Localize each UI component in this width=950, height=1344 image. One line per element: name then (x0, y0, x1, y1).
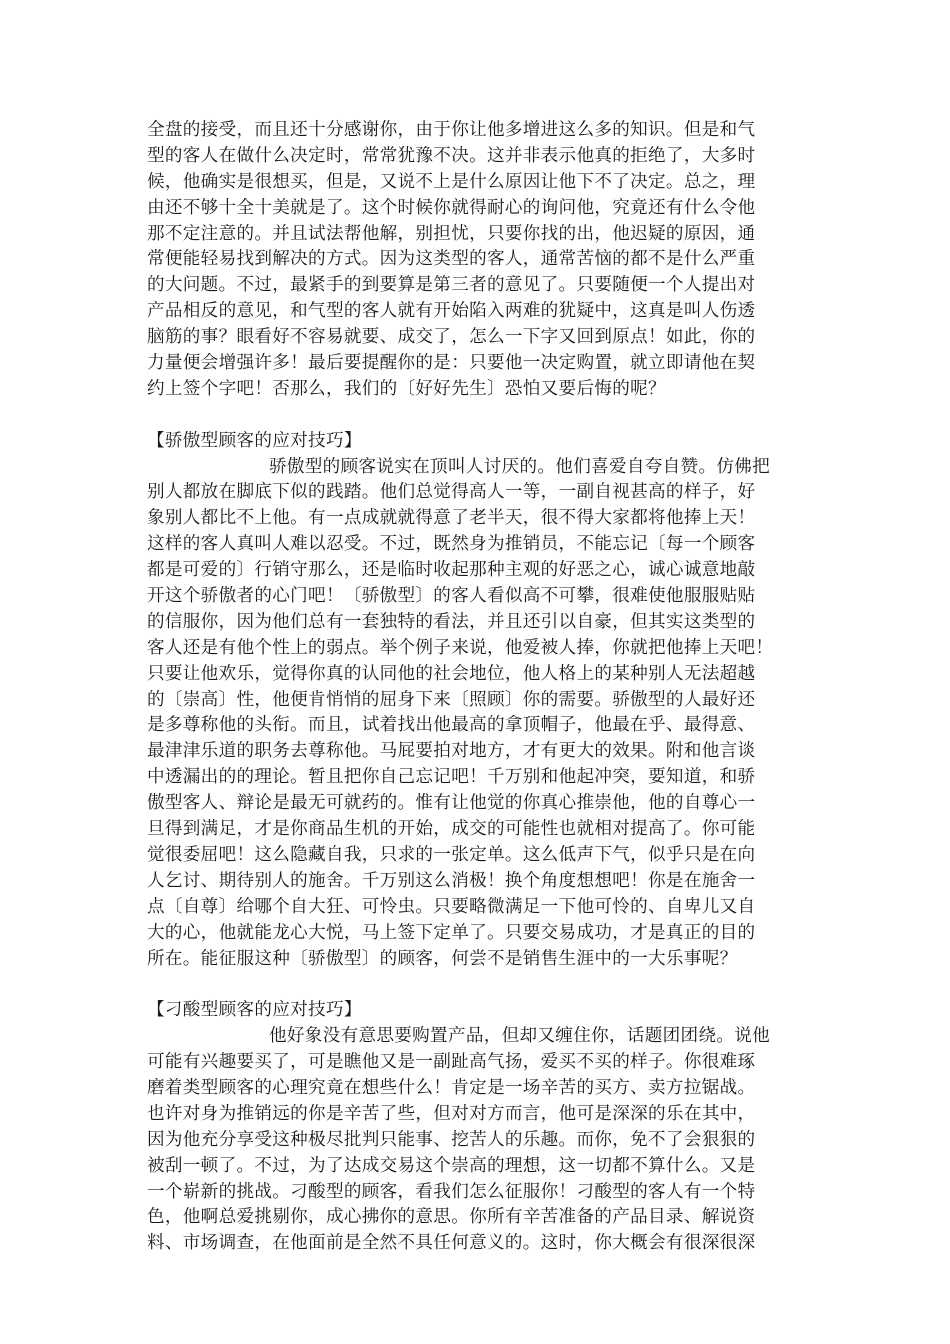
section-heading: 【骄傲型顾客的应对技巧】 (147, 430, 362, 451)
paragraph-line: 只要让他欢乐，觉得你真的认同他的社会地位，他人格上的某种别人无法超越 (147, 663, 756, 684)
paragraph-line: 人乞讨、期待别人的施舍。千万别这么消极！换个角度想想吧！你是在施舍一 (147, 870, 756, 891)
picky-customer-section (147, 998, 804, 1257)
paragraph-line: 一个崭新的挑战。刁酸型的顾客，看我们怎么征服你！刁酸型的客人有一个特 (147, 1181, 756, 1202)
paragraph-line: 都是可爱的〕行销守那么，还是临时收起那种主观的好恶之心，诚心诚意地敲 (147, 560, 756, 581)
paragraph-line: 旦得到满足，才是你商品生机的开始，成交的可能性也就相对提高了。你可能 (147, 819, 756, 840)
paragraph-line: 这样的客人真叫人难以忍受。不过，既然身为推销员，不能忘记〔每一个顾客 (147, 534, 756, 555)
paragraph-line: 最津津乐道的职务去尊称他。马屁要拍对地方，才有更大的效果。附和他言谈 (147, 741, 756, 762)
paragraph-line: 常便能轻易找到解决的方式。因为这类型的客人，通常苦恼的都不是什么严重 (147, 249, 756, 270)
paragraph-line: 中透漏出的的理论。暂且把你自己忘记吧！千万别和他起冲突，要知道，和骄 (147, 767, 756, 788)
paragraph-line: 觉很委屈吧！这么隐藏自我，只求的一张定单。这么低声下气，似乎只是在向 (147, 844, 756, 865)
paragraph-spacer (147, 403, 804, 429)
paragraph-first-line: 骄傲型的顾客说实在顶叫人讨厌的。他们喜爱自夸自赞。仿佛把 (269, 456, 771, 477)
paragraph-line: 傲型客人、辩论是最无可就药的。惟有让他觉的你真心推崇他，他的自尊心一 (147, 793, 756, 814)
paragraph-first-line: 他好象没有意思要购置产品，但却又缠住你，话题团团绕。说他 (269, 1026, 771, 1047)
paragraph-line: 客人还是有他个性上的弱点。举个例子来说，他爱被人捧，你就把他捧上天吧！ (147, 637, 774, 658)
paragraph-line: 开这个骄傲者的心门吧！〔骄傲型〕的客人看似高不可攀，很难使他服服贴贴 (147, 586, 756, 607)
paragraph-line: 被刮一顿了。不过，为了达成交易这个崇高的理想，这一切都不算什么。又是 (147, 1155, 756, 1176)
paragraph-line: 脑筋的事？眼看好不容易就要、成交了，怎么一下字又回到原点！如此，你的 (147, 327, 756, 348)
paragraph-line: 约上签个字吧！否那么，我们的〔好好先生〕恐怕又要后悔的呢？ (147, 378, 666, 399)
paragraph-line: 候，他确实是很想买，但是，又说不上是什么原因让他下不了决定。总之，理 (147, 171, 756, 192)
paragraph-line: 因为他充分享受这种极尽批判只能事、挖苦人的乐趣。而你，免不了会狠狠的 (147, 1129, 756, 1150)
paragraph-line: 磨着类型顾客的心理究竟在想些什么！肯定是一场辛苦的买方、卖方拉锯战。 (147, 1077, 756, 1098)
paragraph-line: 是多尊称他的头衔。而且，试着找出他最高的拿顶帽子，他最在乎、最得意、 (147, 715, 756, 736)
paragraph-line: 点〔自尊〕给哪个自大狂、可怜虫。只要略微满足一下他可怜的、自卑儿又自 (147, 896, 756, 917)
paragraph-line: 由还不够十全十美就是了。这个时候你就得耐心的询问他，究竟还有什么令他 (147, 197, 756, 218)
document-page (147, 118, 804, 1257)
paragraph-line: 大的心，他就能龙心大悦，马上签下定单了。只要交易成功，才是真正的目的 (147, 922, 756, 943)
intro-paragraph (147, 118, 804, 403)
paragraph-line: 所在。能征服这种〔骄傲型〕的顾客，何尝不是销售生涯中的一大乐事呢？ (147, 948, 738, 969)
paragraph-line: 产品相反的意见，和气型的客人就有开始陷入两难的犹疑中，这真是叫人伤透 (147, 301, 756, 322)
paragraph-line: 象别人都比不上他。有一点成就就得意了老半天，很不得大家都将他捧上天！ (147, 508, 756, 529)
paragraph-line: 色，他啊总爱挑剔你，成心拂你的意思。你所有辛苦准备的产品目录、解说资 (147, 1207, 756, 1228)
paragraph-line: 也许对身为推销远的你是辛苦了些，但对对方而言，他可是深深的乐在其中， (147, 1103, 756, 1124)
paragraph-line: 那不定注意的。并且试法帮他解，别担忧，只要你找的出，他迟疑的原因，通 (147, 223, 756, 244)
section-heading: 【刁酸型顾客的应对技巧】 (147, 1000, 362, 1021)
paragraph-spacer (147, 972, 804, 998)
paragraph-line: 型的客人在做什么决定时，常常犹豫不决。这并非表示他真的拒绝了，大多时 (147, 145, 756, 166)
paragraph-line: 的大问题。不过，最紧手的到要算是第三者的意见了。只要随便一个人提出对 (147, 275, 756, 296)
paragraph-line: 的〔崇高〕性，他便肯悄悄的屈身下来〔照顾〕你的需要。骄傲型的人最好还 (147, 689, 756, 710)
proud-customer-section (147, 429, 804, 973)
paragraph-line: 别人都放在脚底下似的践踏。他们总觉得高人一等，一副自视甚高的样子，好 (147, 482, 756, 503)
paragraph-line: 全盘的接受，而且还十分感谢你，由于你让他多增进这么多的知识。但是和气 (147, 120, 756, 140)
paragraph-line: 力量便会增强许多！最后要提醒你的是：只要他一决定购置，就立即请他在契 (147, 353, 756, 374)
paragraph-line: 料、市场调查，在他面前是全然不具任何意义的。这时，你大概会有很深很深 (147, 1233, 756, 1254)
paragraph-line: 可能有兴趣要买了，可是瞧他又是一副趾高气扬，爱买不买的样子。你很难琢 (147, 1052, 756, 1073)
paragraph-line: 的信服你，因为他们总有一套独特的看法，并且还引以自豪，但其实这类型的 (147, 611, 756, 632)
